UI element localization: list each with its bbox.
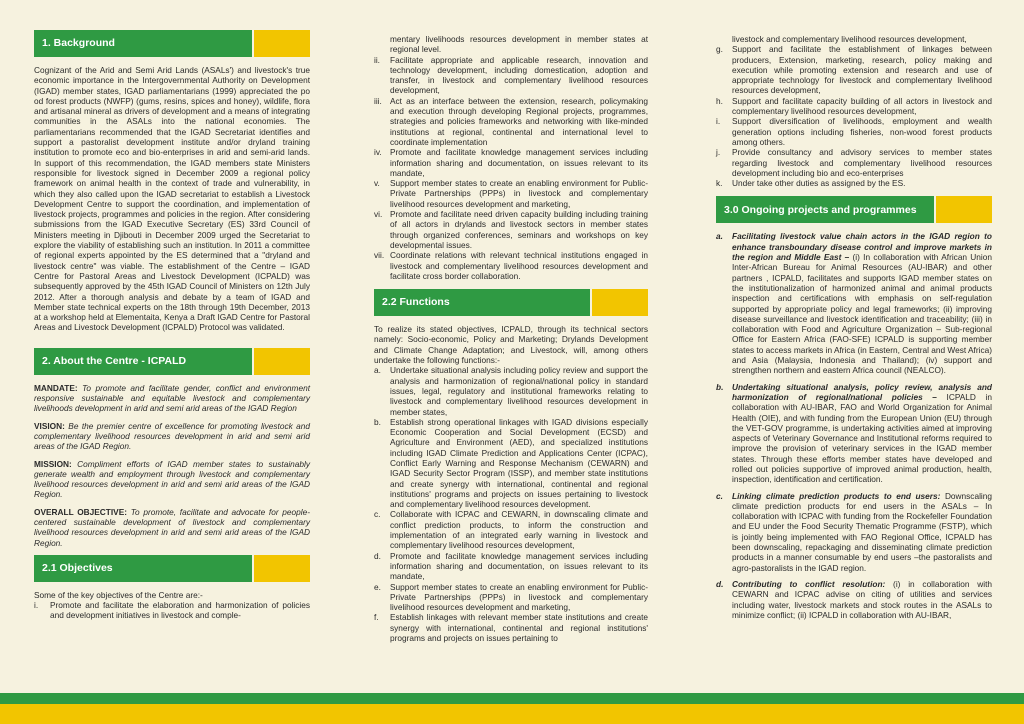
list-item	[374, 612, 648, 643]
list-marker: e.	[374, 581, 381, 592]
column-2	[374, 34, 648, 643]
vision-text: Be the premier centre of excellence for promoting livestock and complementary livelihood resources development in arid and semi arid areas of the IGAD Region.	[34, 420, 310, 452]
list-marker: c.	[374, 509, 381, 520]
list-text: Promote and facilitate knowledge management services including information sharing and documentation, on issues relevant to its mandate,	[390, 550, 648, 582]
section-title: 2.2 Functions	[374, 289, 590, 316]
list-marker: h.	[716, 95, 723, 106]
list-item	[716, 231, 992, 375]
list-marker: c.	[716, 490, 723, 501]
list-marker: d.	[374, 550, 381, 561]
list-marker: b.	[716, 381, 724, 392]
list-text: Undertake situational analysis including policy review and support the analysis and harmonization of regional/national policy in standard issues, legal, regulatory and institutional frameworks relating to livestock and complementary livelihood resources development in member states,	[390, 365, 648, 417]
mission-label: MISSION:	[34, 458, 72, 469]
header-accent	[592, 289, 648, 316]
list-item	[716, 44, 992, 95]
functions-continued: livestock and complementary livelihood resources development,	[732, 34, 967, 44]
section-title: 1. Background	[34, 30, 252, 57]
list-text: Support member states to create an enabling environment for Public-Private Partnerships (PPPs) in livestock and complementary livelihood resources development and marketing,	[390, 178, 648, 209]
list-item	[716, 147, 992, 178]
list-text: Promote and facilitate knowledge management services including information sharing and documentation, on issues relevant to its mandate,	[390, 147, 648, 178]
list-marker: ii.	[374, 54, 380, 65]
list-text: (i) In collaboration with African Union Inter-African Bureau for Animal Resources (AU-IBAR) and other partners , ICPALD, facilitates and supports IGAD member states on the institutionalization of harmonized animal and animal products inspection and certifications with emphasis on self-regulation supported by appropriate policy and legal frameworks; (ii) improving disease surveillance and livestock identification and traceability; (iii) in collaboration with Food and Agriculture Organization – Sub-regional Office for Eastern Africa (FAO-SFE) ICPALD is supporting member states to access markets in Africa (in Eastern, Central and West Africa) and Asia (Malaysia, Indonesia and Thailand); (iv) support and strengthen northern and eastern Africa council (NEALCO).	[732, 252, 992, 376]
list-text: Establish linkages with relevant member state institutions and create synergy with international, continental and regional institutions' programs and projects on issues pertaining to	[390, 612, 648, 644]
list-item	[716, 382, 992, 485]
list-item	[374, 147, 648, 178]
functions-list	[374, 365, 648, 643]
list-marker: k.	[716, 178, 723, 189]
list-text: Coordinate relations with relevant technical institutions engaged in livestock and complementary livelihood resources development and facilitate cross border collaboration.	[390, 250, 648, 281]
column-1	[34, 30, 310, 621]
list-marker: f.	[374, 612, 379, 623]
list-item	[374, 509, 648, 550]
list-item	[716, 579, 992, 620]
list-text: Support member states to create an enabling environment for Public-Private Partnerships (PPPs) in livestock and complementary livelihood resources development and marketing,	[390, 581, 648, 613]
list-item	[374, 55, 648, 96]
list-marker: vi.	[374, 209, 383, 220]
vision-paragraph	[34, 421, 310, 452]
vision-label: VISION:	[34, 420, 65, 431]
list-marker: iii.	[374, 95, 382, 106]
list-marker: i.	[34, 600, 39, 611]
list-item	[374, 209, 648, 250]
functions-list-continued	[716, 44, 992, 188]
list-item	[374, 582, 648, 613]
list-item	[374, 250, 648, 281]
list-text: ICPALD in collaboration with AU-IBAR, FAO and World Organization for Animal Health (OIE), and with funding from the European Union (EU) through the VET-GOV programme, is undertaking activities aimed at improving aspects of Veterinary Governance and Institutional reforms required to improve the provision of veterinary services in the IGAD member states. Through these efforts member states have developed and rolled out policies supportive of improved animal production, health, inspection, identification and certification.	[732, 391, 992, 485]
objectives-list	[34, 600, 310, 621]
overall-objective-paragraph	[34, 507, 310, 548]
objectives-intro: Some of the key objectives of the Centre are:-	[34, 589, 203, 600]
background-text: Cognizant of the Arid and Semi Arid Lands (ASALs') and livestock's true economic importance in the Intergovernmental Authority on Development (IGAD) member states, IGAD parliamentarians (1999) appreciated the po od forest products (NWFP) (gums, resins, spices and honey), wildlife, flora and artisanal mineral as drivers of development and a means of integrating communities in the ASALs into the national economies. The parliamentarians recommended that the IGAD Secretariat identifies and support a pastoralist development institute and/or dryland training institution to promote eco and bio-enterprises in arid and semi-arid lands. In support of this recommendation, the IGAD members state Ministers responsible for livestock signed in December 2009 a regional policy framework on animal health in the context of trade and vulnerability, in which they also called upon the IGAD secretariat to establish a Livestock Development Centre to support the coordination, and implementation of livestock projects, programmes and policies in the region. After considering submissions from the IGAD Executive Secretary (ES) 33rd Council of Ministers meeting in Djibouti in December 2009 urged the Secretariat to explore the viability of establishing such an institution. In 2011 a committee of regional experts appointed by the ES determined that a "dryland and livestock centre" was viable. The establishment of the Centre – IGAD Centre for Pastoral Areas and Livestock Development (ICPALD) was subsequently approved by the 45th IGAD Council of Ministers on 12th July 2012. After a thorough analysis and debate by a team of IGAD and Member state technical experts on the 18th through 19th December, 2013 at a workshop held at Elementaita, Kenya a Draft IGAD Centre for Pastoral Areas and Livestock Development (ICPALD) Protocol was validated.	[34, 65, 310, 333]
list-heading: Undertaking situational analysis, policy review, analysis and harmonization of regional/national policies –	[732, 381, 992, 402]
list-item	[374, 417, 648, 510]
section-header-projects	[716, 196, 992, 223]
column-3	[716, 34, 992, 626]
list-marker: v.	[374, 178, 380, 189]
section-title: 2.1 Objectives	[34, 555, 252, 582]
objectives-continued: mentary livelihoods resources development in member states at regional level.	[390, 34, 648, 55]
list-marker: vii.	[374, 250, 385, 261]
list-heading: Contributing to conflict resolution:	[732, 578, 886, 589]
section-header-objectives	[34, 555, 310, 582]
list-marker: g.	[716, 44, 723, 55]
list-text: Promote and facilitate the elaboration and harmonization of policies and development initiatives in livestock and comple-	[50, 600, 310, 621]
list-marker: a.	[716, 231, 723, 242]
mandate-text: To promote and facilitate gender, conflict and environment responsive sustainable and equitable livestock and complementary livelihoods development in arid and semi arid areas of the IGAD Region	[34, 382, 310, 414]
list-marker: b.	[374, 416, 381, 427]
functions-intro: To realize its stated objectives, ICPALD, through its technical sectors namely: Socio-economic, Policy and Marketing; Drylands Development and Climate Change Adaptation; and Livestock, will, among others undertake the following functions:-	[374, 324, 648, 366]
section-header-functions	[374, 289, 648, 316]
header-accent	[936, 196, 992, 223]
section-title: 2. About the Centre - ICPALD	[34, 348, 252, 375]
section-title: 3.0 Ongoing projects and programmes	[716, 196, 934, 223]
list-text: Act as an interface between the extension, research, policymaking and execution through developing Regional projects, programmes, strategies and policies frameworks and networking with like-minded institutions at regional, continental and international level to coordinate implementation	[390, 95, 648, 147]
projects-list	[716, 231, 992, 620]
list-item	[716, 491, 992, 573]
footer-yellow-stripe	[0, 704, 1024, 724]
header-accent	[254, 30, 310, 57]
list-marker: i.	[716, 116, 721, 127]
list-text: Facilitate appropriate and applicable research, innovation and technology development, including domestication, adoption and transfer, in livestock and complementary livelihood resources development,	[390, 54, 648, 96]
mandate-label: MANDATE:	[34, 382, 78, 393]
list-text: Provide consultancy and advisory services to member states regarding livestock and complementary livelihood resources development including bio and eco-enterprises	[732, 147, 992, 178]
list-text: (i) in collaboration with CEWARN and ICPAC advise on citing of utilities and services including water, livestock markets and stock routes in the ASALs to minimize conflict; (ii) ICPALD in collaboration with AU-IBAR,	[732, 578, 992, 620]
list-item	[374, 96, 648, 147]
list-item	[374, 365, 648, 416]
mandate-paragraph	[34, 383, 310, 414]
list-item	[716, 116, 992, 147]
list-marker: d.	[716, 578, 724, 589]
list-marker: iv.	[374, 147, 382, 158]
list-item	[34, 600, 310, 621]
list-item	[716, 96, 992, 117]
header-accent	[254, 348, 310, 375]
mission-text: Compliment efforts of IGAD member states to sustainably generate wealth and employment through livestock and complementary livelihood resources development in arid and semi arid areas of the IGAD Region.	[34, 458, 310, 500]
list-text: Downscaling climate prediction products for end users in the ASALs – In collaboration with ICPAC with funding from the Rockefeller Foundation and EU under the Food Security Thematic Programme (FSTP), which is jointly being implemented with FAO Regional Office, ICPALD has been downscaling, repackaging and disseminating climate prediction products in a manner consumable by end users –the pastoralists and agro-pastoralists in the IGAD region.	[732, 490, 992, 573]
list-marker: a.	[374, 365, 381, 376]
list-text: Support and facilitate the establishment of linkages between producers, Extension, marketing, research, policy making and execution while promoting extension and research and use of appropriate technology for livestock and complementary livelihood resources development,	[732, 44, 992, 96]
list-item	[374, 551, 648, 582]
list-text: Establish strong operational linkages with IGAD divisions especially Economic Cooperation and Social Development (ECSD) and Agriculture and Environment (AED), and specialized institutions including IGAD Climate Prediction and Applications Center (ICPAC), Conflict Early Warning and Response Mechanism (CEWARN) and IGAD Security Sector Program (ISSP), and member state institutions and create synergy with international, continental and regional institutions' programs and projects on issues pertaining to livestock and complementary livelihood resources development.	[390, 416, 648, 510]
overall-objective-text: To promote, facilitate and advocate for people-centered sustainable development of livestock and complementary livelihood resources development in arid and semi arid areas of the IGAD Region.	[34, 506, 310, 548]
list-heading: Linking climate prediction products to end users:	[732, 490, 941, 501]
list-text: Collaborate with ICPAC and CEWARN, in downscaling climate and conflict prediction products, to inform the construction and implementation of an integrated early warning in livestock and complementary livelihood resources development,	[390, 509, 648, 551]
footer-green-stripe	[0, 693, 1024, 704]
header-accent	[254, 555, 310, 582]
list-marker: j.	[716, 147, 721, 158]
overall-objective-label: OVERALL OBJECTIVE:	[34, 506, 127, 517]
list-text: Support and facilitate capacity building of all actors in livestock and complementary livelihood resources development,	[732, 95, 992, 117]
section-header-about	[34, 348, 310, 375]
list-text: Support diversification of livelihoods, employment and wealth generation options including fisheries, non-wood forest products among others.	[732, 116, 992, 147]
list-item	[716, 178, 992, 188]
list-item	[374, 178, 648, 209]
section-header-background	[34, 30, 310, 57]
list-text: Under take other duties as assigned by the ES.	[732, 178, 906, 189]
mission-paragraph	[34, 459, 310, 500]
objectives-list-continued	[374, 55, 648, 282]
list-text: Promote and facilitate need driven capacity building including training of all actors in drylands and livestock sectors in member states through organized conferences, seminars and workshops on key developmental issues.	[390, 209, 648, 250]
list-heading: Facilitating livestock value chain actors in the IGAD region to enhance transboundary disease control and improve markets in the region and Middle East –	[732, 231, 992, 263]
